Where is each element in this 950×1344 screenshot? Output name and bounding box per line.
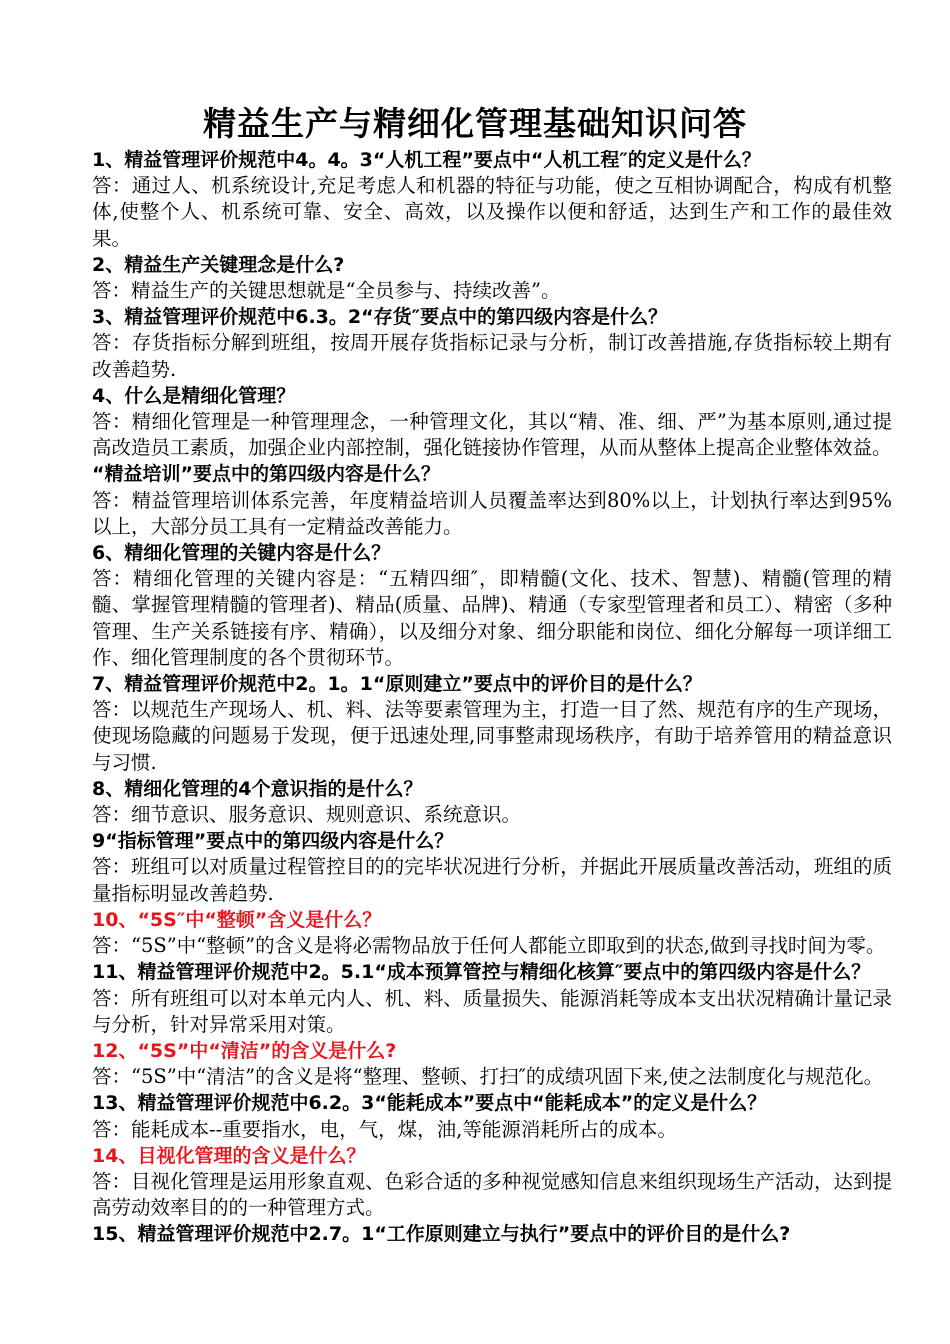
question-text: 13、精益管理评价规范中6.2。3“能耗成本”要点中“能耗成本”的定义是什么？ xyxy=(92,1092,767,1115)
answer-text: 答：精细化管理是一种管理理念，一种管理文化，其以“精、准、细、严”为基本原则,通过提高改造员工素质，加强企业内部控制，强化链接协作管理，从而从整体上提高企业整体效益。 xyxy=(92,410,892,460)
answer-text: 答：存货指标分解到班组，按周开展存货指标记录与分析，制订改善措施,存货指标较上期有改善趋势. xyxy=(92,331,892,381)
answer-text: 答：所有班组可以对本单元内人、机、料、质量损失、能源消耗等成本支出状况精确计量记录与分析，针对异常采用对策。 xyxy=(92,986,892,1036)
question-text: 8、精细化管理的4个意识指的是什么？ xyxy=(92,777,423,800)
question-text: 1、精益管理评价规范中4。4。3“人机工程”要点中“人机工程″的定义是什么？ xyxy=(92,149,761,171)
question-text: 10、“5S″中“整顿”含义是什么？ xyxy=(92,908,382,931)
answer-text: 答：精益生产的关键思想就是“全员参与、持续改善”。 xyxy=(92,279,561,303)
answer-text: 答：以规范生产现场人、机、料、法等要素管理为主，打造一目了然、规范有序的生产现场，使现场隐藏的问题易于发现，便于迅速处理,同事整肃现场秩序，有助于培养管用的精益意识与习惯. xyxy=(92,698,892,774)
answer-text: 答：通过人、机系统设计,充足考虑人和机器的特征与功能，使之互相协调配合，构成有机整体,使整个人、机系统可靠、安全、高效，以及操作以便和舒适，达到生产和工作的最佳效果。 xyxy=(92,174,892,250)
answer-text: 答：精细化管理的关键内容是：“五精四细″，即精髓(文化、技术、智慧)、精髓(管理的精髓、掌握管理精髓的管理者)、精品(质量、品牌)、精通（专家型管理者和员工）、精密（多种管理、生产关系链接有序、精确），以及细分对象、细分职能和岗位、细化分解每一项详细工作、细化管理制度的各个贯彻环节。 xyxy=(92,567,892,669)
question-text: “精益培训”要点中的第四级内容是什么？ xyxy=(92,463,440,486)
question-text: 15、精益管理评价规范中2.7。1“工作原则建立与执行”要点中的评价目的是什么? xyxy=(92,1223,791,1246)
answer-text: 答：班组可以对质量过程管控目的的完毕状况进行分析，并据此开展质量改善活动，班组的质量指标明显改善趋势. xyxy=(92,855,892,905)
answer-text: 答：“5S”中“整顿”的含义是将必需物品放于任何人都能立即取到的状态,做到寻找时间为零。 xyxy=(92,934,886,958)
question-text: 12、“5S”中“清洁”的含义是什么? xyxy=(92,1039,397,1062)
question-text: 3、精益管理评价规范中6.3。2“存货″要点中的第四级内容是什么？ xyxy=(92,306,668,329)
question-text: 14、目视化管理的含义是什么？ xyxy=(92,1144,366,1167)
document-title: 精益生产与精细化管理基础知识问答 xyxy=(203,104,747,143)
answer-text: 答：能耗成本--重要指水，电，气，煤，油,等能源消耗所占的成本。 xyxy=(92,1117,677,1141)
answer-text: 答：目视化管理是运用形象直观、色彩合适的多种视觉感知信息来组织现场生产活动，达到提高劳动效率目的的一种管理方式。 xyxy=(92,1169,892,1220)
question-text: 4、什么是精细化管理？ xyxy=(92,384,296,407)
question-text: 6、精细化管理的关键内容是什么？ xyxy=(92,542,391,565)
answer-text: 答：细节意识、服务意识、规则意识、系统意识。 xyxy=(92,803,522,827)
question-text: 11、精益管理评价规范中2。5.1“成本预算管控与精细化核算″要点中的第四级内容是什么？ xyxy=(92,961,871,984)
question-text: 2、精益生产关键理念是什么? xyxy=(92,253,345,276)
question-text: 7、精益管理评价规范中2。1。1“原则建立”要点中的评价目的是什么？ xyxy=(92,673,702,696)
answer-text: 答：精益管理培训体系完善，年度精益培训人员覆盖率达到80%以上，计划执行率达到95%以上，大部分员工具有一定精益改善能力。 xyxy=(92,488,892,538)
question-text: 9“指标管理”要点中的第四级内容是什么？ xyxy=(92,830,454,853)
answer-text: 答：“5S”中“清洁”的含义是将“整理、整顿、打扫″的成绩巩固下来,使之法制度化与规范化。 xyxy=(92,1065,884,1089)
qa-list xyxy=(92,147,892,1248)
